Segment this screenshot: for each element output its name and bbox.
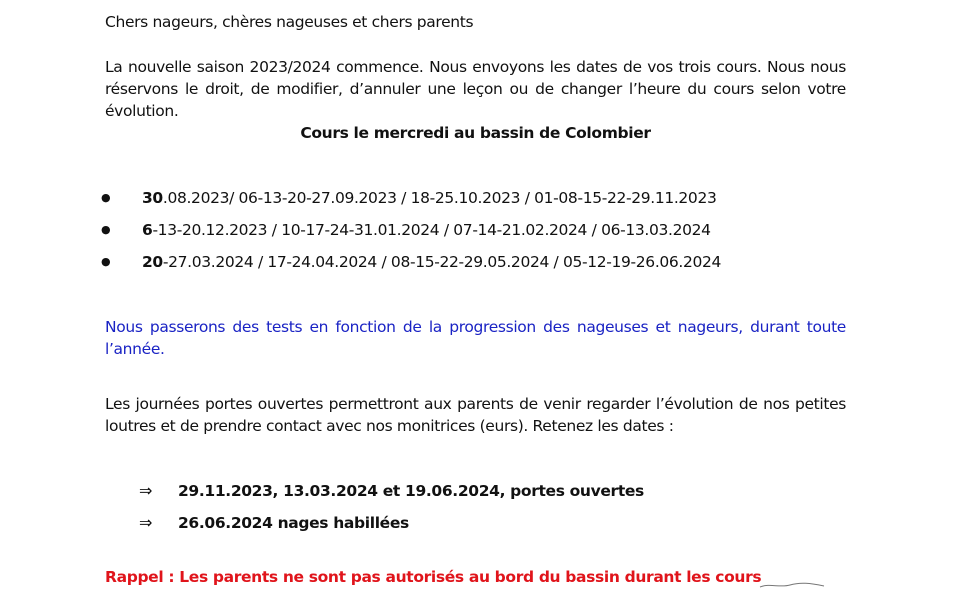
double-right-arrow-icon: ⇒ — [139, 513, 153, 532]
dates-list-item — [101, 219, 861, 241]
tests-note: Nous passerons des tests en fonction de la progression des nageuses et nageurs, durant toute l’année. — [105, 318, 846, 358]
dates-start-day: 30 — [142, 189, 163, 207]
dates-list-item — [101, 251, 861, 273]
event-item — [139, 512, 839, 534]
event-item — [139, 480, 839, 502]
intro-paragraph: La nouvelle saison 2023/2024 commence. Nous envoyons les dates de vos trois cours. Nous nous réservons le droit, de modifier, d’annuler une leçon ou de changer l’heure du cours selon votre évolution. — [105, 58, 846, 120]
double-right-arrow-icon: ⇒ — [139, 481, 153, 500]
dates-list-item — [101, 187, 861, 209]
dates-line — [142, 219, 711, 241]
greeting: Chers nageurs, chères nageuses et chers parents — [105, 13, 474, 31]
dates-rest: -13-20.12.2023 / 10-17-24-31.01.2024 / 07-14-21.02.2024 / 06-13.03.2024 — [152, 221, 711, 239]
event-text: 29.11.2023, 13.03.2024 et 19.06.2024, portes ouvertes — [178, 482, 644, 500]
bullet-dot-icon: ● — [101, 255, 111, 268]
bullet-dot-icon: ● — [101, 223, 111, 236]
schedule-heading: Cours le mercredi au bassin de Colombier — [300, 124, 651, 142]
bullet-dot-icon: ● — [101, 191, 111, 204]
dates-rest: .08.2023/ 06-13-20-27.09.2023 / 18-25.10.2023 / 01-08-15-22-29.11.2023 — [162, 189, 717, 207]
dates-line — [142, 251, 721, 273]
dates-start-day: 6 — [142, 221, 153, 239]
reminder-note: Rappel : Les parents ne sont pas autorisés au bord du bassin durant les cours — [105, 568, 762, 586]
dates-line — [142, 187, 716, 209]
event-text: 26.06.2024 nages habillées — [178, 514, 409, 532]
signature-scribble — [758, 581, 828, 589]
open-days-paragraph: Les journées portes ouvertes permettront aux parents de venir regarder l’évolution de nos petites loutres et de prendre contact avec nos monitrices (eurs). Retenez les dates : — [105, 395, 846, 435]
dates-start-day: 20 — [142, 253, 163, 271]
dates-rest: -27.03.2024 / 17-24.04.2024 / 08-15-22-29.05.2024 / 05-12-19-26.06.2024 — [162, 253, 722, 271]
